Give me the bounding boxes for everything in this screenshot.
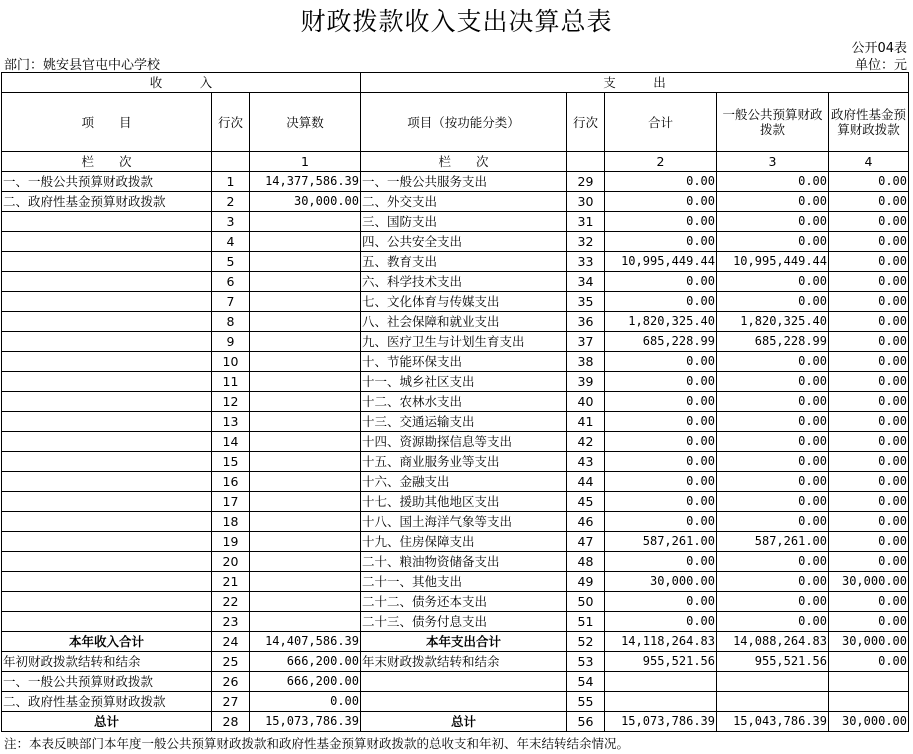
expense-item-cell: 九、医疗卫生与计划生育支出 — [361, 332, 567, 352]
table-row — [2, 492, 909, 512]
income-item-cell — [2, 472, 212, 492]
expense-general-cell: 0.00 — [717, 392, 829, 412]
income-item-cell — [2, 452, 212, 472]
income-line-cell: 8 — [212, 312, 250, 332]
expense-fund-cell: 30,000.00 — [829, 632, 909, 652]
expense-fund-cell: 0.00 — [829, 552, 909, 572]
col-func-item: 项目（按功能分类） — [361, 93, 567, 152]
expense-line-cell: 56 — [567, 712, 605, 732]
income-item-cell: 二、政府性基金预算财政拨款 — [2, 692, 212, 712]
expense-total-cell: 30,000.00 — [605, 572, 717, 592]
expense-fund-cell: 0.00 — [829, 512, 909, 532]
expense-total-cell: 0.00 — [605, 272, 717, 292]
expense-fund-cell: 0.00 — [829, 212, 909, 232]
income-section: 收 入 — [2, 73, 361, 93]
income-line-cell: 9 — [212, 332, 250, 352]
expense-item-cell: 二十、粮油物资储备支出 — [361, 552, 567, 572]
expense-general-cell: 0.00 — [717, 552, 829, 572]
index-1: 1 — [250, 152, 361, 172]
income-item-cell — [2, 352, 212, 372]
expense-item-cell: 十六、金融支出 — [361, 472, 567, 492]
income-line-cell: 6 — [212, 272, 250, 292]
expense-item-cell: 十一、城乡社区支出 — [361, 372, 567, 392]
summary-row — [2, 672, 909, 692]
expense-total-cell: 685,228.99 — [605, 332, 717, 352]
income-item-cell — [2, 552, 212, 572]
summary-row — [2, 652, 909, 672]
income-line-cell: 16 — [212, 472, 250, 492]
income-item-cell — [2, 412, 212, 432]
index-label-left: 栏 次 — [2, 152, 212, 172]
expense-fund-cell — [829, 692, 909, 712]
expense-fund-cell: 0.00 — [829, 412, 909, 432]
income-amount-cell — [250, 592, 361, 612]
income-amount-cell — [250, 612, 361, 632]
income-amount-cell — [250, 312, 361, 332]
table-row — [2, 372, 909, 392]
expense-line-cell: 30 — [567, 192, 605, 212]
table-row — [2, 592, 909, 612]
expense-fund-cell: 30,000.00 — [829, 572, 909, 592]
expense-general-cell — [717, 692, 829, 712]
table-row — [2, 172, 909, 192]
expense-item-cell: 四、公共安全支出 — [361, 232, 567, 252]
income-amount-cell — [250, 572, 361, 592]
income-line-cell: 5 — [212, 252, 250, 272]
income-item-cell — [2, 532, 212, 552]
index-blank — [567, 152, 605, 172]
summary-row — [2, 692, 909, 712]
expense-line-cell: 31 — [567, 212, 605, 232]
expense-fund-cell: 0.00 — [829, 472, 909, 492]
income-item-cell — [2, 272, 212, 292]
expense-item-cell: 十五、商业服务业等支出 — [361, 452, 567, 472]
income-line-cell: 2 — [212, 192, 250, 212]
expense-fund-cell: 0.00 — [829, 432, 909, 452]
income-amount-cell — [250, 532, 361, 552]
table-row — [2, 552, 909, 572]
income-line-cell: 4 — [212, 232, 250, 252]
income-item-cell — [2, 592, 212, 612]
table-row — [2, 252, 909, 272]
expense-fund-cell: 0.00 — [829, 532, 909, 552]
expense-line-cell: 39 — [567, 372, 605, 392]
income-line-cell: 1 — [212, 172, 250, 192]
expense-item-cell: 二十二、债务还本支出 — [361, 592, 567, 612]
expense-fund-cell: 0.00 — [829, 232, 909, 252]
income-line-cell: 7 — [212, 292, 250, 312]
income-amount-cell — [250, 352, 361, 372]
income-item-cell — [2, 432, 212, 452]
section-header-row — [2, 73, 909, 93]
income-line-cell: 25 — [212, 652, 250, 672]
expense-general-cell: 955,521.56 — [717, 652, 829, 672]
income-amount-cell: 0.00 — [250, 692, 361, 712]
expense-total-cell: 0.00 — [605, 412, 717, 432]
expense-line-cell: 48 — [567, 552, 605, 572]
expense-general-cell: 0.00 — [717, 412, 829, 432]
expense-line-cell: 55 — [567, 692, 605, 712]
expense-general-cell: 0.00 — [717, 472, 829, 492]
expense-general-cell: 0.00 — [717, 512, 829, 532]
index-2: 2 — [605, 152, 717, 172]
expense-line-cell: 32 — [567, 232, 605, 252]
expense-fund-cell: 0.00 — [829, 192, 909, 212]
table-row — [2, 532, 909, 552]
department-label: 部门：姚安县官屯中心学校 — [4, 58, 161, 73]
expense-general-cell: 0.00 — [717, 292, 829, 312]
income-amount-cell — [250, 492, 361, 512]
expense-general-cell: 685,228.99 — [717, 332, 829, 352]
income-amount-cell: 666,200.00 — [250, 672, 361, 692]
income-item-cell — [2, 312, 212, 332]
income-amount-cell — [250, 372, 361, 392]
col-general: 一般公共预算财政拨款 — [717, 93, 829, 152]
expense-total-cell: 14,118,264.83 — [605, 632, 717, 652]
income-amount-cell — [250, 272, 361, 292]
expense-general-cell: 0.00 — [717, 172, 829, 192]
expense-line-cell: 41 — [567, 412, 605, 432]
expense-item-cell: 二、外交支出 — [361, 192, 567, 212]
expense-item-cell: 十九、住房保障支出 — [361, 532, 567, 552]
expense-item-cell: 本年支出合计 — [361, 632, 567, 652]
expense-total-cell: 0.00 — [605, 452, 717, 472]
expense-line-cell: 34 — [567, 272, 605, 292]
expense-fund-cell: 0.00 — [829, 372, 909, 392]
income-item-cell — [2, 372, 212, 392]
expense-line-cell: 47 — [567, 532, 605, 552]
income-line-cell: 14 — [212, 432, 250, 452]
expense-total-cell: 0.00 — [605, 592, 717, 612]
income-line-cell: 12 — [212, 392, 250, 412]
income-item-cell: 一、一般公共预算财政拨款 — [2, 172, 212, 192]
income-line-cell: 24 — [212, 632, 250, 652]
summary-row — [2, 632, 909, 652]
table-row — [2, 392, 909, 412]
expense-fund-cell: 0.00 — [829, 392, 909, 412]
expense-total-cell: 1,820,325.40 — [605, 312, 717, 332]
table-row — [2, 472, 909, 492]
income-amount-cell — [250, 332, 361, 352]
income-amount-cell — [250, 472, 361, 492]
income-amount-cell — [250, 292, 361, 312]
income-line-cell: 22 — [212, 592, 250, 612]
col-total: 合计 — [605, 93, 717, 152]
col-fund: 政府性基金预算财政拨款 — [829, 93, 909, 152]
col-line2: 行次 — [567, 93, 605, 152]
expense-total-cell: 0.00 — [605, 392, 717, 412]
expense-fund-cell: 0.00 — [829, 172, 909, 192]
expense-general-cell: 0.00 — [717, 232, 829, 252]
expense-item-cell: 十三、交通运输支出 — [361, 412, 567, 432]
expense-total-cell: 0.00 — [605, 612, 717, 632]
expense-line-cell: 54 — [567, 672, 605, 692]
income-line-cell: 11 — [212, 372, 250, 392]
expense-line-cell: 40 — [567, 392, 605, 412]
income-line-cell: 13 — [212, 412, 250, 432]
index-3: 3 — [717, 152, 829, 172]
expense-line-cell: 52 — [567, 632, 605, 652]
income-line-cell: 18 — [212, 512, 250, 532]
expense-general-cell: 10,995,449.44 — [717, 252, 829, 272]
income-line-cell: 28 — [212, 712, 250, 732]
expense-total-cell: 0.00 — [605, 512, 717, 532]
table-row — [2, 312, 909, 332]
expense-fund-cell: 0.00 — [829, 652, 909, 672]
expense-item-cell: 十、节能环保支出 — [361, 352, 567, 372]
income-amount-cell — [250, 412, 361, 432]
expense-item-cell — [361, 692, 567, 712]
income-line-cell: 23 — [212, 612, 250, 632]
table-row — [2, 212, 909, 232]
expense-item-cell: 总计 — [361, 712, 567, 732]
form-number: 公开04表 — [851, 41, 907, 56]
expense-fund-cell: 0.00 — [829, 332, 909, 352]
income-amount-cell — [250, 232, 361, 252]
expense-line-cell: 33 — [567, 252, 605, 272]
income-line-cell: 15 — [212, 452, 250, 472]
expense-total-cell: 587,261.00 — [605, 532, 717, 552]
expense-total-cell: 10,995,449.44 — [605, 252, 717, 272]
expense-general-cell: 15,043,786.39 — [717, 712, 829, 732]
expense-general-cell: 0.00 — [717, 212, 829, 232]
expense-item-cell: 五、教育支出 — [361, 252, 567, 272]
table-row — [2, 572, 909, 592]
expense-fund-cell: 0.00 — [829, 352, 909, 372]
income-item-cell: 二、政府性基金预算财政拨款 — [2, 192, 212, 212]
income-item-cell — [2, 492, 212, 512]
income-amount-cell — [250, 452, 361, 472]
expense-general-cell: 0.00 — [717, 572, 829, 592]
expense-general-cell: 0.00 — [717, 192, 829, 212]
expense-fund-cell: 0.00 — [829, 252, 909, 272]
table-row — [2, 452, 909, 472]
expense-section: 支 出 — [361, 73, 909, 93]
income-amount-cell: 14,377,586.39 — [250, 172, 361, 192]
income-amount-cell — [250, 212, 361, 232]
expense-line-cell: 29 — [567, 172, 605, 192]
expense-total-cell: 0.00 — [605, 352, 717, 372]
expense-total-cell — [605, 672, 717, 692]
expense-item-cell: 二十三、债务付息支出 — [361, 612, 567, 632]
expense-general-cell: 0.00 — [717, 592, 829, 612]
col-final: 决算数 — [250, 93, 361, 152]
income-line-cell: 26 — [212, 672, 250, 692]
index-label-right: 栏 次 — [361, 152, 567, 172]
income-amount-cell: 15,073,786.39 — [250, 712, 361, 732]
footnote: 注：本表反映部门本年度一般公共预算财政拨款和政府性基金预算财政拨款的总收支和年初、年末结转结余情况。 — [4, 736, 630, 751]
page-title: 财政拨款收入支出决算总表 — [300, 7, 613, 36]
expense-fund-cell: 0.00 — [829, 272, 909, 292]
income-line-cell: 20 — [212, 552, 250, 572]
expense-line-cell: 45 — [567, 492, 605, 512]
income-amount-cell — [250, 432, 361, 452]
expense-item-cell: 十七、援助其他地区支出 — [361, 492, 567, 512]
income-amount-cell — [250, 392, 361, 412]
income-item-cell — [2, 212, 212, 232]
expense-general-cell: 0.00 — [717, 452, 829, 472]
income-item-cell: 本年收入合计 — [2, 632, 212, 652]
income-item-cell — [2, 332, 212, 352]
table-row — [2, 272, 909, 292]
expense-general-cell: 0.00 — [717, 492, 829, 512]
expense-fund-cell: 0.00 — [829, 492, 909, 512]
expense-general-cell: 0.00 — [717, 372, 829, 392]
expense-total-cell: 0.00 — [605, 372, 717, 392]
expense-total-cell: 0.00 — [605, 212, 717, 232]
expense-line-cell: 38 — [567, 352, 605, 372]
index-blank — [212, 152, 250, 172]
income-item-cell — [2, 512, 212, 532]
expense-item-cell: 七、文化体育与传媒支出 — [361, 292, 567, 312]
col-line: 行次 — [212, 93, 250, 152]
expense-line-cell: 53 — [567, 652, 605, 672]
income-amount-cell — [250, 512, 361, 532]
expense-total-cell: 0.00 — [605, 472, 717, 492]
expense-item-cell: 十四、资源勘探信息等支出 — [361, 432, 567, 452]
table-row — [2, 292, 909, 312]
index-4: 4 — [829, 152, 909, 172]
expense-total-cell: 15,073,786.39 — [605, 712, 717, 732]
expense-fund-cell: 30,000.00 — [829, 712, 909, 732]
expense-fund-cell: 0.00 — [829, 452, 909, 472]
table-row — [2, 232, 909, 252]
income-item-cell: 年初财政拨款结转和结余 — [2, 652, 212, 672]
expense-item-cell: 三、国防支出 — [361, 212, 567, 232]
expense-total-cell: 0.00 — [605, 292, 717, 312]
expense-line-cell: 36 — [567, 312, 605, 332]
expense-line-cell: 49 — [567, 572, 605, 592]
expense-line-cell: 51 — [567, 612, 605, 632]
column-header-row — [2, 93, 909, 152]
expense-total-cell: 0.00 — [605, 232, 717, 252]
expense-general-cell — [717, 672, 829, 692]
income-amount-cell — [250, 252, 361, 272]
expense-item-cell: 十八、国土海洋气象等支出 — [361, 512, 567, 532]
expense-line-cell: 50 — [567, 592, 605, 612]
expense-fund-cell: 0.00 — [829, 592, 909, 612]
expense-general-cell: 0.00 — [717, 352, 829, 372]
expense-general-cell: 0.00 — [717, 432, 829, 452]
income-item-cell — [2, 572, 212, 592]
table-row — [2, 192, 909, 212]
expense-total-cell: 0.00 — [605, 552, 717, 572]
income-line-cell: 17 — [212, 492, 250, 512]
expense-general-cell: 0.00 — [717, 272, 829, 292]
table-row — [2, 332, 909, 352]
income-item-cell — [2, 252, 212, 272]
budget-table — [1, 72, 909, 732]
income-item-cell: 总计 — [2, 712, 212, 732]
expense-item-cell — [361, 672, 567, 692]
income-line-cell: 27 — [212, 692, 250, 712]
income-amount-cell: 666,200.00 — [250, 652, 361, 672]
income-line-cell: 10 — [212, 352, 250, 372]
column-index-row — [2, 152, 909, 172]
expense-item-cell: 年末财政拨款结转和结余 — [361, 652, 567, 672]
expense-total-cell — [605, 692, 717, 712]
unit-label: 单位：元 — [854, 58, 907, 73]
expense-item-cell: 二十一、其他支出 — [361, 572, 567, 592]
expense-total-cell: 0.00 — [605, 432, 717, 452]
col-item: 项 目 — [2, 93, 212, 152]
income-item-cell — [2, 392, 212, 412]
table-row — [2, 352, 909, 372]
expense-fund-cell: 0.00 — [829, 292, 909, 312]
summary-row — [2, 712, 909, 732]
income-amount-cell — [250, 552, 361, 572]
income-amount-cell: 30,000.00 — [250, 192, 361, 212]
expense-fund-cell — [829, 672, 909, 692]
expense-general-cell: 0.00 — [717, 612, 829, 632]
expense-general-cell: 1,820,325.40 — [717, 312, 829, 332]
expense-item-cell: 一、一般公共服务支出 — [361, 172, 567, 192]
expense-total-cell: 0.00 — [605, 172, 717, 192]
expense-line-cell: 35 — [567, 292, 605, 312]
expense-item-cell: 十二、农林水支出 — [361, 392, 567, 412]
income-item-cell: 一、一般公共预算财政拨款 — [2, 672, 212, 692]
expense-total-cell: 0.00 — [605, 192, 717, 212]
expense-general-cell: 587,261.00 — [717, 532, 829, 552]
income-line-cell: 19 — [212, 532, 250, 552]
expense-general-cell: 14,088,264.83 — [717, 632, 829, 652]
expense-total-cell: 0.00 — [605, 492, 717, 512]
expense-line-cell: 42 — [567, 432, 605, 452]
expense-fund-cell: 0.00 — [829, 312, 909, 332]
income-item-cell — [2, 232, 212, 252]
expense-line-cell: 44 — [567, 472, 605, 492]
expense-fund-cell: 0.00 — [829, 612, 909, 632]
expense-line-cell: 43 — [567, 452, 605, 472]
income-item-cell — [2, 292, 212, 312]
expense-line-cell: 37 — [567, 332, 605, 352]
table-row — [2, 512, 909, 532]
income-line-cell: 3 — [212, 212, 250, 232]
expense-item-cell: 六、科学技术支出 — [361, 272, 567, 292]
expense-line-cell: 46 — [567, 512, 605, 532]
expense-item-cell: 八、社会保障和就业支出 — [361, 312, 567, 332]
expense-total-cell: 955,521.56 — [605, 652, 717, 672]
table-row — [2, 432, 909, 452]
income-item-cell — [2, 612, 212, 632]
table-row — [2, 612, 909, 632]
income-amount-cell: 14,407,586.39 — [250, 632, 361, 652]
table-row — [2, 412, 909, 432]
income-line-cell: 21 — [212, 572, 250, 592]
